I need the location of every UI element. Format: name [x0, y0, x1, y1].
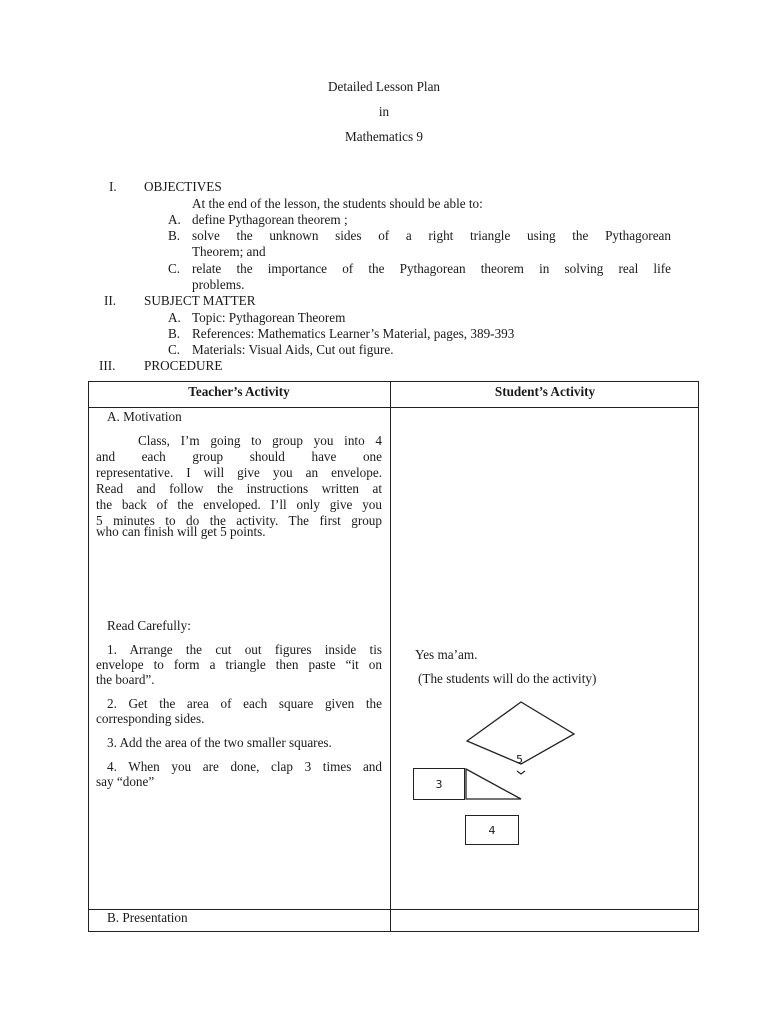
- teacher-activity-header: Teacher’s Activity: [188, 384, 290, 399]
- motivation-line-1: Class, I’m going to group you into 4: [138, 433, 382, 448]
- right-triangle: [466, 769, 521, 799]
- subject-materials: Materials: Visual Aids, Cut out figure.: [192, 342, 394, 357]
- objectives-heading: OBJECTIVES: [144, 179, 222, 194]
- table-header-divider: [88, 407, 699, 408]
- motivation-line-5: the back of the enveloped. I’ll only give you: [96, 497, 382, 512]
- objective-c-line1: relate the importance of the Pythagorean theorem in solving real life: [192, 261, 671, 276]
- motivation-line-3: representative. I will give you an envelope.: [96, 465, 382, 480]
- student-activity-header: Student’s Activity: [494, 384, 596, 399]
- step-1-line-2: envelope to form a triangle then paste “it on: [96, 657, 382, 672]
- subject-letter-a: A.: [168, 310, 181, 325]
- objective-c-line2: problems.: [192, 277, 245, 292]
- step-1-line-3: the board”.: [96, 672, 155, 687]
- objective-letter-c: C.: [168, 261, 181, 276]
- read-carefully-label: Read Carefully:: [107, 618, 191, 633]
- step-2-line-1: 2. Get the area of each square given the: [107, 696, 382, 711]
- step-3-line-1: 3. Add the area of the two smaller squares.: [107, 735, 332, 750]
- left-leg-label: 3: [435, 777, 443, 791]
- motivation-line-4: Read and follow the instructions written at: [96, 481, 382, 496]
- subject-letter-c: C.: [168, 342, 181, 357]
- student-reply: Yes ma’am.: [415, 647, 478, 662]
- subject-matter-heading: SUBJECT MATTER: [144, 293, 256, 308]
- motivation-line-7: who can finish will get 5 points.: [96, 524, 266, 539]
- subject-topic: Topic: Pythagorean Theorem: [192, 310, 346, 325]
- bottom-leg-label: 4: [488, 823, 496, 837]
- motivation-title: A. Motivation: [107, 409, 182, 424]
- hypotenuse-label: 5: [516, 753, 523, 766]
- step-2-line-2: corresponding sides.: [96, 711, 205, 726]
- step-4-line-1: 4. When you are done, clap 3 times and: [107, 759, 382, 774]
- objectives-numeral: I.: [109, 179, 117, 194]
- objective-b-line2: Theorem; and: [192, 244, 266, 259]
- subject-references: References: Mathematics Learner’s Material, pages, 389-393: [192, 326, 515, 341]
- objective-a-text: define Pythagorean theorem ;: [192, 212, 348, 227]
- procedure-heading: PROCEDURE: [144, 358, 223, 373]
- objective-b-line1: solve the unknown sides of a right triangle using the Pythagorean: [192, 228, 671, 243]
- doc-subject: Mathematics 9: [344, 129, 423, 144]
- subject-letter-b: B.: [168, 326, 181, 341]
- motivation-line-2: and each group should have one: [96, 449, 382, 464]
- objective-letter-b: B.: [168, 228, 181, 243]
- chevron-down-icon: [517, 771, 525, 774]
- subject-matter-numeral: II.: [104, 293, 117, 308]
- table-column-divider: [390, 381, 391, 932]
- step-4-line-2: say “done”: [96, 774, 155, 789]
- bottom-leg-square: [465, 815, 519, 845]
- objective-letter-a: A.: [168, 212, 181, 227]
- presentation-title: B. Presentation: [107, 910, 188, 925]
- motivation-line-6: 5 minutes to do the activity. The first group: [96, 513, 382, 528]
- student-action: (The students will do the activity): [418, 671, 597, 686]
- doc-title: Detailed Lesson Plan: [327, 79, 441, 94]
- doc-title-in: in: [378, 104, 390, 119]
- left-leg-square: [413, 768, 465, 800]
- objectives-intro: At the end of the lesson, the students should be able to:: [192, 196, 483, 211]
- step-1-line-1: 1. Arrange the cut out figures inside tis: [107, 642, 382, 657]
- procedure-numeral: III.: [99, 358, 116, 373]
